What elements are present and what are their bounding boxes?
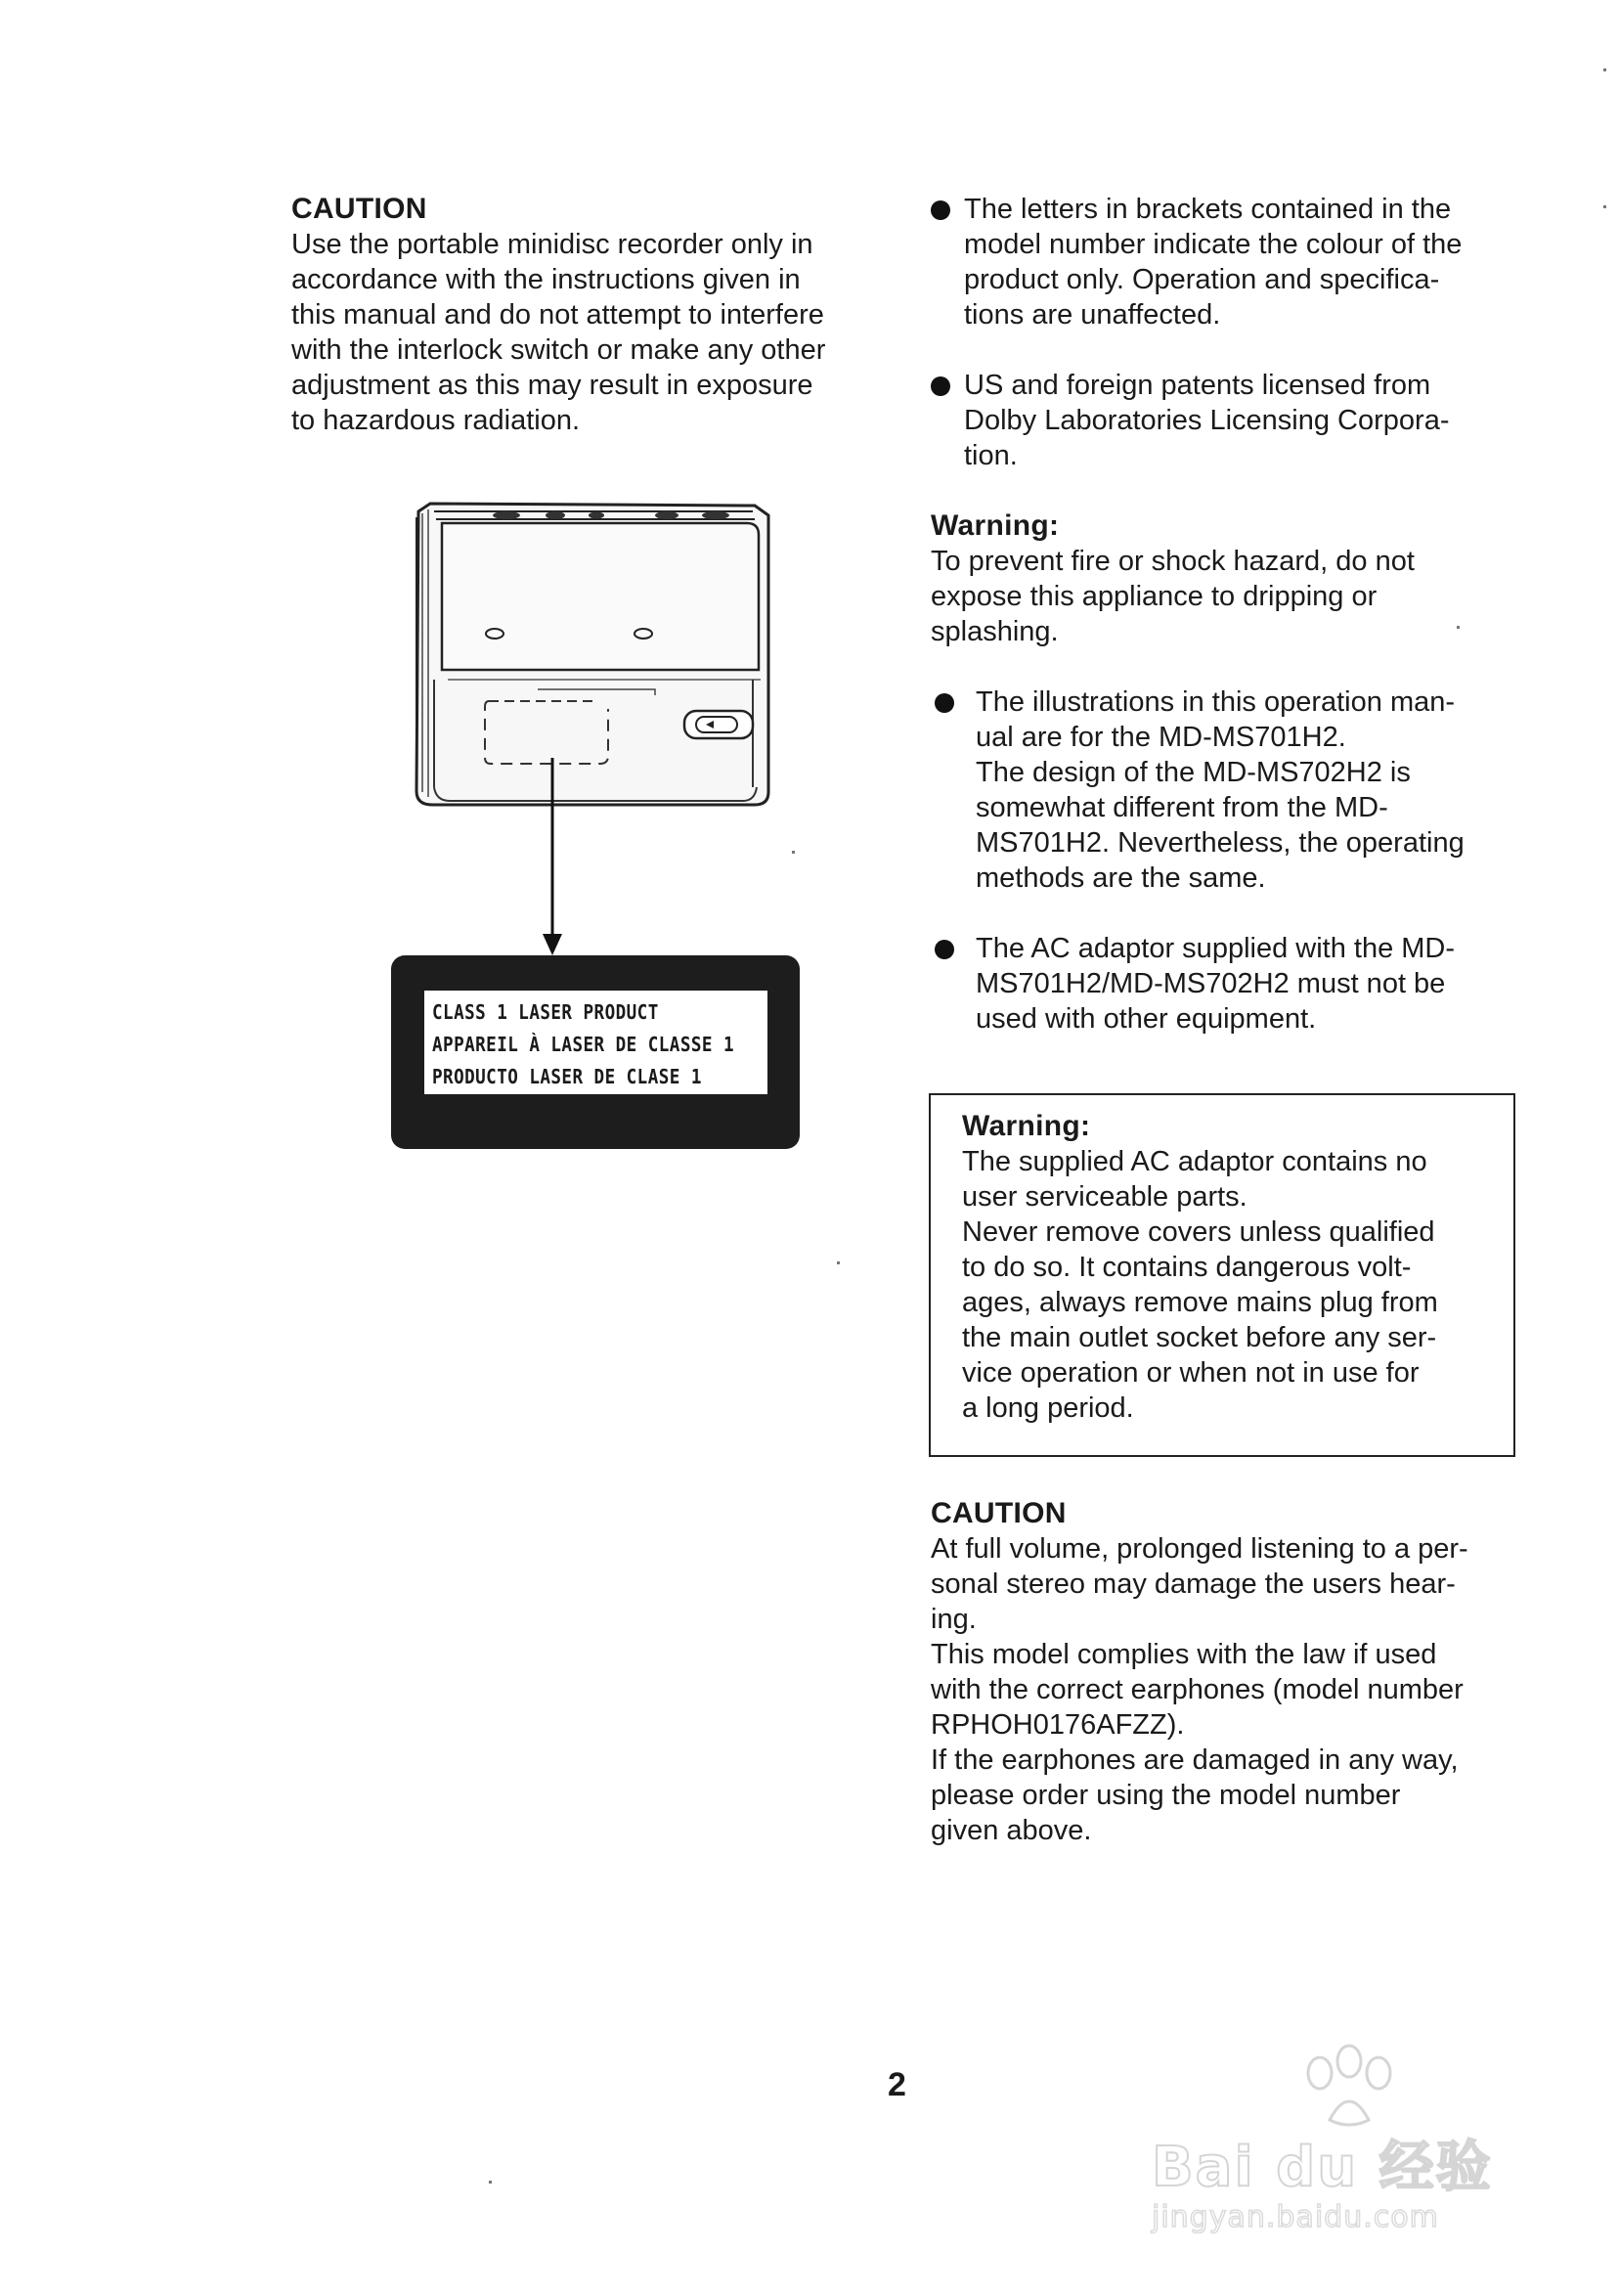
text-line: ual are for the MD-MS701H2. [976,722,1346,753]
bullet-dot-icon [931,200,950,220]
bullet-dot-icon [931,376,950,396]
scan-speck [792,851,795,854]
text-line: The AC adaptor supplied with the MD- [976,933,1456,964]
bullet-dot-icon [935,940,954,959]
watermark-brand: Bai du 经验 [1152,2136,1493,2199]
text-line: MS701H2. Nevertheless, the operating [976,827,1465,859]
page-number: 2 [888,2066,906,2103]
text-line: with the correct earphones (model number [931,1674,1464,1705]
text-line: tions are unaffected. [964,299,1221,331]
text-line: MS701H2/MD-MS702H2 must not be [976,968,1446,999]
text-line: ing. [931,1604,977,1635]
warning-ac-adaptor-box [929,1093,1515,1457]
text-line: tion. [964,440,1018,471]
text-line: If the earphones are damaged in any way, [931,1744,1459,1776]
text-line: The supplied AC adaptor contains no [962,1146,1427,1177]
text-line: adjustment as this may result in exposure [291,370,813,401]
note-illustrations [931,684,1521,896]
laser-label-text [424,991,767,1094]
right-caution-section [931,1496,1521,1848]
right-caution-heading: CAUTION [931,1497,1067,1529]
text-line: expose this appliance to dripping or [931,581,1378,612]
text-line: US and foreign patents licensed from [964,370,1431,401]
scan-speck [837,1261,840,1264]
text-line: product only. Operation and specifica- [964,264,1440,295]
scan-speck [1457,626,1460,629]
text-line: RPHOH0176AFZZ). [931,1709,1185,1741]
warning-fire-shock [931,508,1521,649]
text-line: to do so. It contains dangerous volt- [962,1252,1412,1283]
text-line: this manual and do not attempt to interfere [291,299,824,331]
text-line: given above. [931,1815,1092,1846]
text-line: accordance with the instructions given in [291,264,801,295]
text-line: please order using the model number [931,1780,1401,1811]
left-caution-heading: CAUTION [291,193,427,225]
text-line: ages, always remove mains plug from [962,1287,1438,1318]
text-line: splashing. [931,616,1059,647]
right-notes-section [931,192,1521,1037]
laser-label-line: CLASS 1 LASER PRODUCT [432,1000,659,1024]
text-line: Use the portable minidisc recorder only in [291,229,813,260]
warning-heading: Warning: [931,509,1060,542]
warning-box-text [962,1144,1490,1426]
text-line: The illustrations in this operation man- [976,686,1456,718]
text-line: with the interlock switch or make any other [291,334,826,366]
note-dolby-patents [931,368,1521,473]
scan-speck [1603,205,1606,208]
left-caution-text [291,227,878,438]
note-colour-letters [931,192,1521,332]
text-line: a long period. [962,1392,1134,1424]
text-line: To prevent fire or shock hazard, do not [931,546,1415,577]
left-caution-section [291,192,878,438]
warning-box-heading: Warning: [962,1110,1091,1142]
text-line: to hazardous radiation. [291,405,581,436]
note-ac-adaptor [931,931,1521,1037]
scan-speck [1603,68,1606,71]
text-line: Never remove covers unless qualified [962,1216,1435,1248]
text-line: vice operation or when not in use for [962,1357,1420,1389]
text-line: The design of the MD-MS702H2 is [976,757,1411,788]
laser-label-line: APPAREIL À LASER DE CLASSE 1 [432,1033,735,1056]
warning-text [931,544,1521,649]
text-line: user serviceable parts. [962,1181,1247,1213]
scan-speck [489,2181,492,2184]
text-line: model number indicate the colour of the [964,229,1463,260]
text-line: At full volume, prolonged listening to a per- [931,1533,1468,1565]
text-line: methods are the same. [976,862,1266,894]
bullet-dot-icon [935,693,954,713]
text-line: somewhat different from the MD- [976,792,1388,823]
right-caution-text [931,1531,1521,1848]
paw-logo-icon [1291,2044,1408,2132]
laser-label-line: PRODUCTO LASER DE CLASE 1 [432,1065,702,1088]
text-line: the main outlet socket before any ser- [962,1322,1437,1353]
text-line: The letters in brackets contained in the [964,194,1452,225]
text-line: used with other equipment. [976,1003,1317,1035]
text-line: Dolby Laboratories Licensing Corpora- [964,405,1450,436]
baidu-watermark [1144,2044,1535,2239]
text-line: This model complies with the law if used [931,1639,1437,1670]
watermark-url: jingyan.baidu.com [1152,2200,1439,2234]
text-line: sonal stereo may damage the users hear- [931,1568,1456,1600]
laser-class-label [391,955,800,1149]
